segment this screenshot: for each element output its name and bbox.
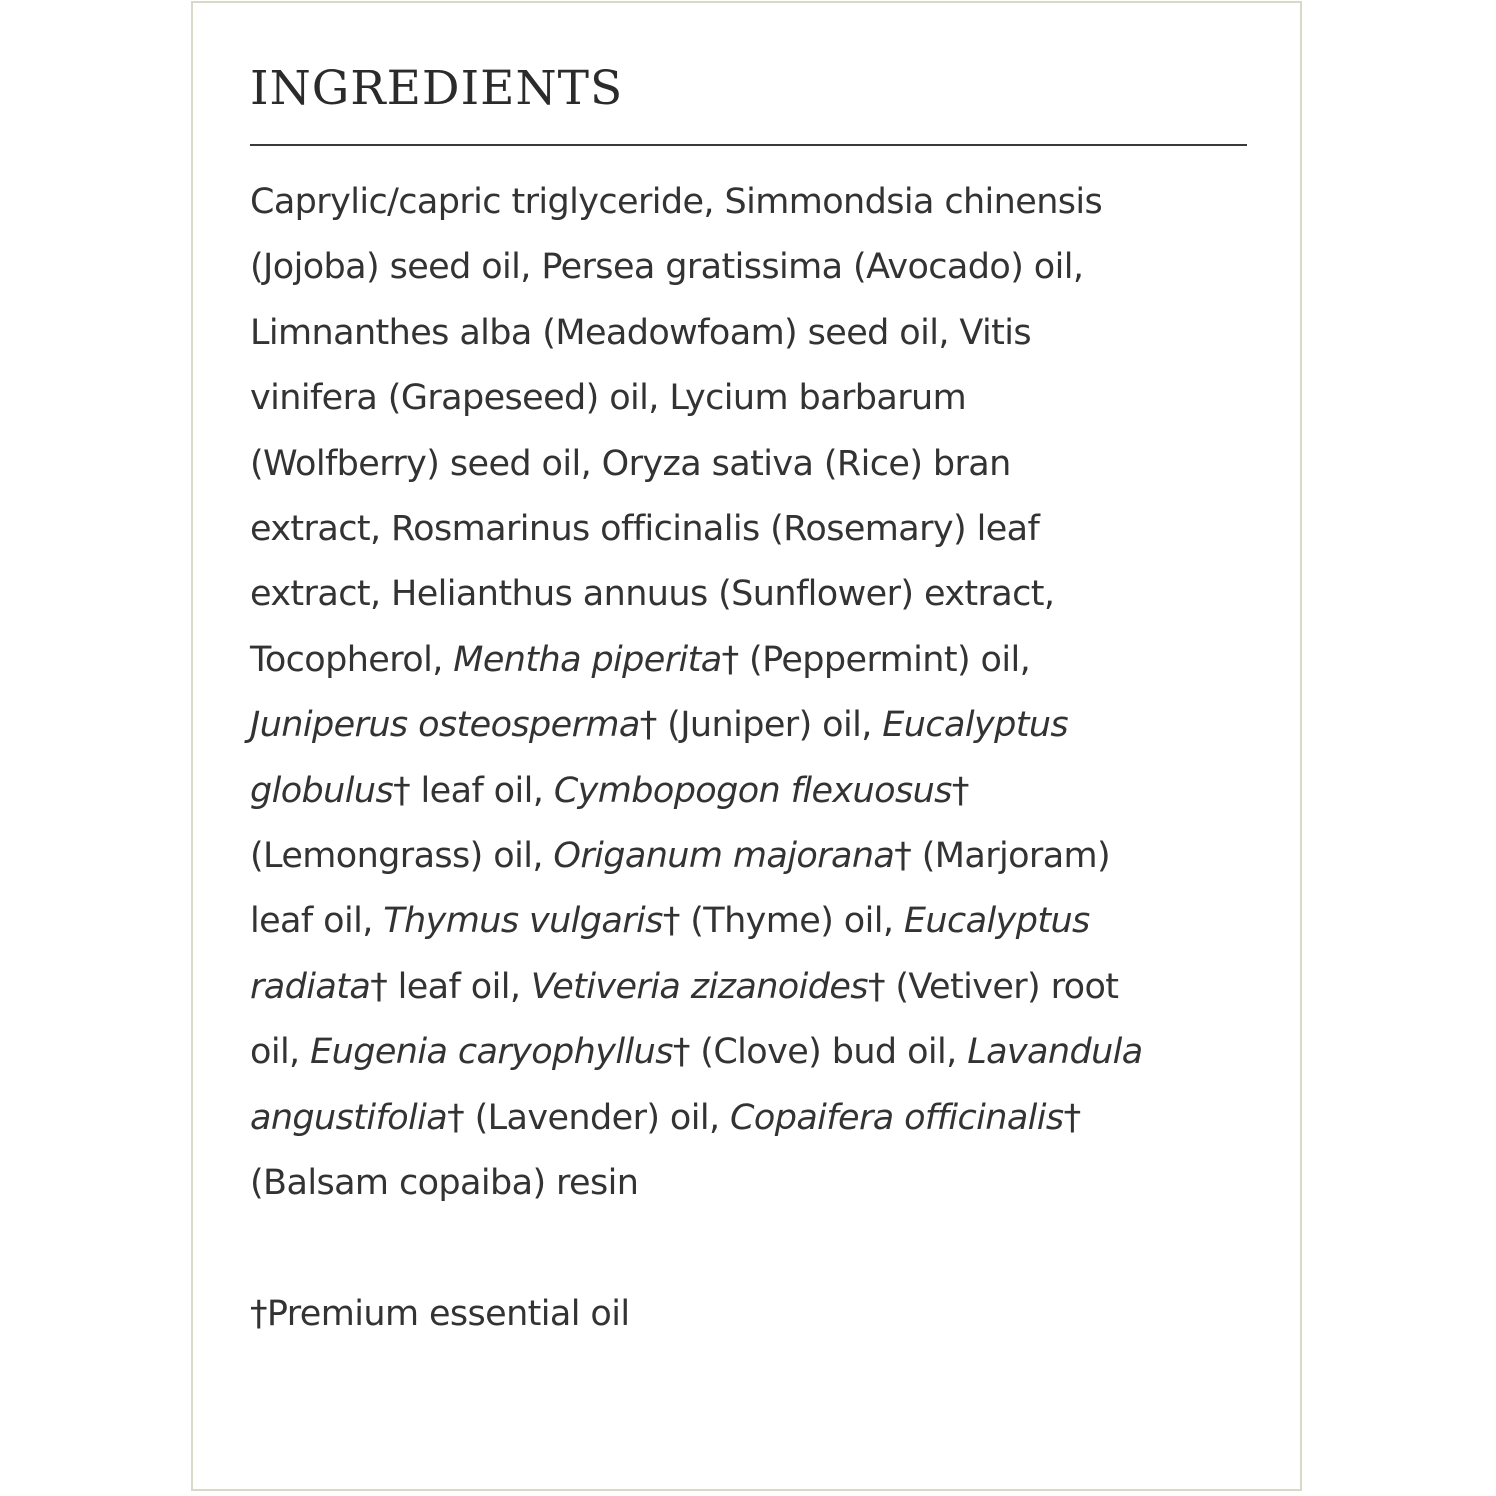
- ingredient-text: extract, Rosmarinus officinalis (Rosemary) leaf: [250, 509, 1040, 550]
- botanical-name: Thymus vulgaris: [383, 901, 663, 942]
- ingredient-text: † (Marjoram): [894, 836, 1111, 877]
- ingredient-line: [250, 170, 1260, 235]
- ingredient-text: (Lemongrass) oil,: [250, 836, 554, 877]
- ingredient-text: † (Vetiver) root: [867, 966, 1119, 1007]
- botanical-name: Cymbopogon flexuosus: [553, 770, 952, 811]
- ingredient-text: (Jojoba) seed oil, Persea gratissima (Avocado) oil,: [250, 247, 1084, 288]
- ingredients-heading: INGREDIENTS: [250, 61, 624, 116]
- ingredient-line: [250, 235, 1260, 300]
- ingredient-line: [250, 1086, 1260, 1151]
- ingredients-list: [250, 170, 1260, 1217]
- ingredient-line: [250, 955, 1260, 1020]
- ingredient-text: vinifera (Grapeseed) oil, Lycium barbarum: [250, 378, 967, 419]
- botanical-name: Eucalyptus: [882, 705, 1069, 746]
- ingredient-text: (Balsam copaiba) resin: [250, 1163, 639, 1204]
- footnote: †Premium essential oil: [250, 1294, 630, 1334]
- botanical-name: Vetiveria zizanoides: [530, 966, 868, 1007]
- ingredient-text: †: [1063, 1097, 1081, 1138]
- ingredient-text: (Wolfberry) seed oil, Oryza sativa (Rice) bran: [250, 443, 1011, 484]
- ingredient-text: †: [951, 770, 969, 811]
- ingredient-line: [250, 759, 1260, 824]
- ingredient-line: [250, 824, 1260, 889]
- ingredients-card: [191, 1, 1302, 1491]
- ingredient-text: Caprylic/capric triglyceride, Simmondsia chinensis: [250, 182, 1103, 222]
- ingredient-text: leaf oil,: [250, 901, 384, 942]
- ingredient-line: [250, 693, 1260, 758]
- botanical-name: radiata: [250, 966, 371, 1007]
- ingredient-line: [250, 1151, 1260, 1216]
- ingredient-text: Limnanthes alba (Meadowfoam) seed oil, Vitis: [250, 312, 1031, 353]
- botanical-name: Eucalyptus: [903, 901, 1090, 942]
- ingredient-text: † (Thyme) oil,: [662, 901, 904, 942]
- ingredient-text: † (Juniper) oil,: [639, 705, 883, 746]
- ingredient-line: [250, 562, 1260, 627]
- ingredient-line: [250, 366, 1260, 431]
- botanical-name: Eugenia caryophyllus: [310, 1032, 673, 1073]
- botanical-name: Origanum majorana: [553, 836, 895, 877]
- ingredient-text: † leaf oil,: [393, 770, 554, 811]
- heading-divider: [250, 144, 1247, 146]
- ingredient-line: [250, 301, 1260, 366]
- ingredient-text: extract, Helianthus annuus (Sunflower) extract,: [250, 574, 1055, 615]
- ingredient-text: † leaf oil,: [370, 966, 531, 1007]
- ingredient-line: [250, 889, 1260, 954]
- botanical-name: Lavandula: [967, 1032, 1143, 1073]
- ingredient-text: Tocopherol,: [250, 639, 454, 680]
- ingredient-line: [250, 497, 1260, 562]
- ingredient-text: † (Peppermint) oil,: [721, 639, 1031, 680]
- botanical-name: Mentha piperita: [453, 639, 722, 680]
- ingredient-line: [250, 432, 1260, 497]
- ingredient-line: [250, 1020, 1260, 1085]
- botanical-name: Juniperus osteosperma: [250, 705, 640, 746]
- botanical-name: angustifolia: [250, 1097, 448, 1138]
- ingredient-text: † (Lavender) oil,: [447, 1097, 731, 1138]
- ingredient-line: [250, 628, 1260, 693]
- ingredient-text: † (Clove) bud oil,: [672, 1032, 968, 1073]
- ingredient-text: oil,: [250, 1032, 311, 1073]
- botanical-name: Copaifera officinalis: [730, 1097, 1064, 1138]
- botanical-name: globulus: [250, 770, 394, 811]
